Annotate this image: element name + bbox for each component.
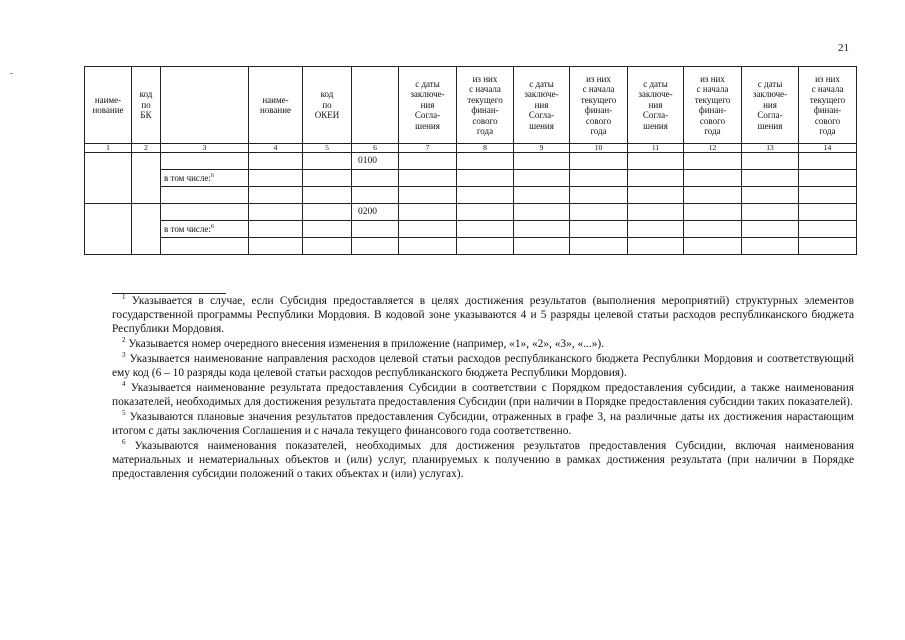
table-cell: [628, 221, 684, 238]
column-number: 12: [684, 144, 742, 153]
table-row: [85, 238, 857, 255]
table-cell: [799, 187, 857, 204]
column-number: 4: [249, 144, 303, 153]
table-cell: [628, 204, 684, 221]
table-cell: [684, 238, 742, 255]
footnote: [112, 352, 854, 380]
table-cell: [457, 204, 514, 221]
table-cell: [457, 221, 514, 238]
table-cell: [570, 204, 628, 221]
table-cell: [514, 238, 570, 255]
table-cell: [742, 153, 799, 170]
table-cell: [570, 187, 628, 204]
table-cell: [249, 187, 303, 204]
table-cell: [799, 204, 857, 221]
row-code: 0100: [352, 153, 399, 170]
table-row: [85, 221, 857, 238]
table-row: [85, 187, 857, 204]
footnote-text: Указываются плановые значения результатов предоставления Субсидии, отраженных в графе 3, на различные даты их достижения нарастающим итогом с даты заключения Соглашения и с начала текущего финансового года соответственно.: [112, 411, 854, 437]
table-cell: [684, 153, 742, 170]
footnotes: [112, 294, 854, 482]
table-cell: [161, 238, 249, 255]
table-cell: [628, 187, 684, 204]
table-cell: [249, 153, 303, 170]
header-cell-name: наиме- нование: [85, 67, 132, 144]
table-cell: [249, 238, 303, 255]
column-number: 13: [742, 144, 799, 153]
table-cell: [799, 238, 857, 255]
header-cell-13: с даты заключе- ния Согла- шения: [742, 67, 799, 144]
table-cell: [303, 204, 352, 221]
table-cell: [570, 221, 628, 238]
subrow-label: в том числе:: [164, 223, 211, 234]
footnote-mark: 4: [122, 380, 126, 389]
table-cell: [514, 187, 570, 204]
footnote-mark: 3: [122, 351, 126, 360]
footnote-mark: 2: [122, 336, 126, 345]
table-cell: [399, 187, 457, 204]
table-cell: [684, 204, 742, 221]
table-cell: [457, 238, 514, 255]
footnote: [112, 337, 854, 351]
table-row: [85, 153, 857, 170]
column-number: 6: [352, 144, 399, 153]
table-cell: [570, 153, 628, 170]
header-cell-8: из них с начала текущего финан- сового года: [457, 67, 514, 144]
table-cell: [514, 221, 570, 238]
table-cell: [249, 204, 303, 221]
column-number: 14: [799, 144, 857, 153]
table-cell: [742, 204, 799, 221]
table-cell: [457, 187, 514, 204]
header-cell-6: [352, 67, 399, 144]
table-cell: [132, 153, 161, 204]
table-cell: [799, 221, 857, 238]
footnote-text: Указывается наименование направления расходов целевой статьи расходов республиканского бюджета Республики Мордовия и соответствующий ему код (6 – 10 разряды кода целевой статьи расходов республиканского бюджета Республики Мордовия).: [112, 353, 854, 379]
subrow-label-cell: [161, 170, 249, 187]
table-cell: [684, 221, 742, 238]
table-cell: [628, 170, 684, 187]
header-cell-14: из них с начала текущего финан- сового года: [799, 67, 857, 144]
header-cell-10: из них с начала текущего финан- сового года: [570, 67, 628, 144]
table-cell: [161, 204, 249, 221]
table-cell: [742, 238, 799, 255]
header-cell-3: [161, 67, 249, 144]
footnote: [112, 439, 854, 481]
footnote-mark: 6: [122, 438, 126, 447]
table-cell: [399, 221, 457, 238]
footnote-ref: 6: [210, 223, 214, 230]
footnote-mark: 1: [122, 293, 126, 302]
table-cell: [132, 204, 161, 255]
table-cell: [303, 153, 352, 170]
table-cell: [303, 238, 352, 255]
subrow-label-cell: [161, 221, 249, 238]
table-cell: [352, 238, 399, 255]
column-number: 2: [132, 144, 161, 153]
table-cell: [684, 170, 742, 187]
subrow-label: в том числе:: [164, 172, 211, 183]
table-row: [85, 204, 857, 221]
column-number: 9: [514, 144, 570, 153]
table-cell: [161, 187, 249, 204]
table-cell: [303, 221, 352, 238]
column-number: 5: [303, 144, 352, 153]
table-cell: [352, 187, 399, 204]
table-cell: [249, 221, 303, 238]
margin-mark: [10, 73, 13, 74]
header-cell-7: с даты заключе- ния Согла- шения: [399, 67, 457, 144]
footnote: [112, 294, 854, 336]
table-cell: [303, 170, 352, 187]
column-number: 3: [161, 144, 249, 153]
header-cell-9: с даты заключе- ния Согла- шения: [514, 67, 570, 144]
column-number: 1: [85, 144, 132, 153]
column-number: 11: [628, 144, 684, 153]
table-row: [85, 170, 857, 187]
column-number-row: [85, 144, 857, 153]
header-cell-bk-code: код по БК: [132, 67, 161, 144]
header-cell-12: из них с начала текущего финан- сового года: [684, 67, 742, 144]
footnote-text: Указывается в случае, если Субсидия предоставляется в целях достижения результатов (выполнения мероприятий) структурных элементов государственной программы Республики Мордовия. В кодовой зоне указываются 4 и 5 разряды целевой статьи расходов республиканского бюджета Республики Мордовия.: [112, 295, 855, 335]
table-cell: [399, 204, 457, 221]
footnote: [112, 410, 854, 438]
table-cell: [352, 221, 399, 238]
table-cell: [742, 170, 799, 187]
table-cell: [399, 153, 457, 170]
column-number: 10: [570, 144, 628, 153]
footnote-mark: 5: [122, 409, 126, 418]
table-cell: [742, 187, 799, 204]
table-cell: [628, 238, 684, 255]
table-cell: [161, 153, 249, 170]
table-cell: [85, 204, 132, 255]
header-cell-11: с даты заключе- ния Согла- шения: [628, 67, 684, 144]
table-cell: [457, 153, 514, 170]
table-cell: [742, 221, 799, 238]
footnote-text: Указывается номер очередного внесения изменения в приложение (например, «1», «2», «3», «...»).: [128, 338, 605, 350]
table-cell: [570, 238, 628, 255]
table-cell: [514, 170, 570, 187]
table-cell: [303, 187, 352, 204]
header-cell-okei-code: код по ОКЕИ: [303, 67, 352, 144]
footnote: [112, 381, 854, 409]
table-cell: [514, 153, 570, 170]
table-cell: [249, 170, 303, 187]
table-cell: [399, 170, 457, 187]
header-cell-unit-name: наиме- нование: [249, 67, 303, 144]
table-cell: [399, 238, 457, 255]
results-table: [84, 66, 857, 255]
table-cell: [628, 153, 684, 170]
footnote-text: Указываются наименования показателей, необходимых для достижения результатов предоставления Субсидии, включая наименования материальных и нематериальных объектов и (или) услуг, планируемых к получению в рамках достижения результата (при наличии в Порядке предоставления субсидии положений о таких объектах и (или) услугах).: [112, 440, 854, 480]
table-cell: [85, 153, 132, 204]
header-row: [85, 67, 857, 144]
table-cell: [352, 170, 399, 187]
table-cell: [799, 153, 857, 170]
row-code: 0200: [352, 204, 399, 221]
column-number: 7: [399, 144, 457, 153]
table-cell: [799, 170, 857, 187]
table-cell: [570, 170, 628, 187]
column-number: 8: [457, 144, 514, 153]
page-number: 21: [838, 42, 849, 54]
footnote-text: Указывается наименование результата предоставления Субсидии в соответствии с Порядком предоставления субсидии, а также наименования показателей, необходимых для достижения результата предоставления Субсидии (при наличии в Порядке предоставления субсидии таких показателей).: [112, 382, 854, 408]
table-cell: [514, 204, 570, 221]
table-cell: [457, 170, 514, 187]
table-cell: [684, 187, 742, 204]
footnote-ref: 6: [210, 172, 214, 179]
